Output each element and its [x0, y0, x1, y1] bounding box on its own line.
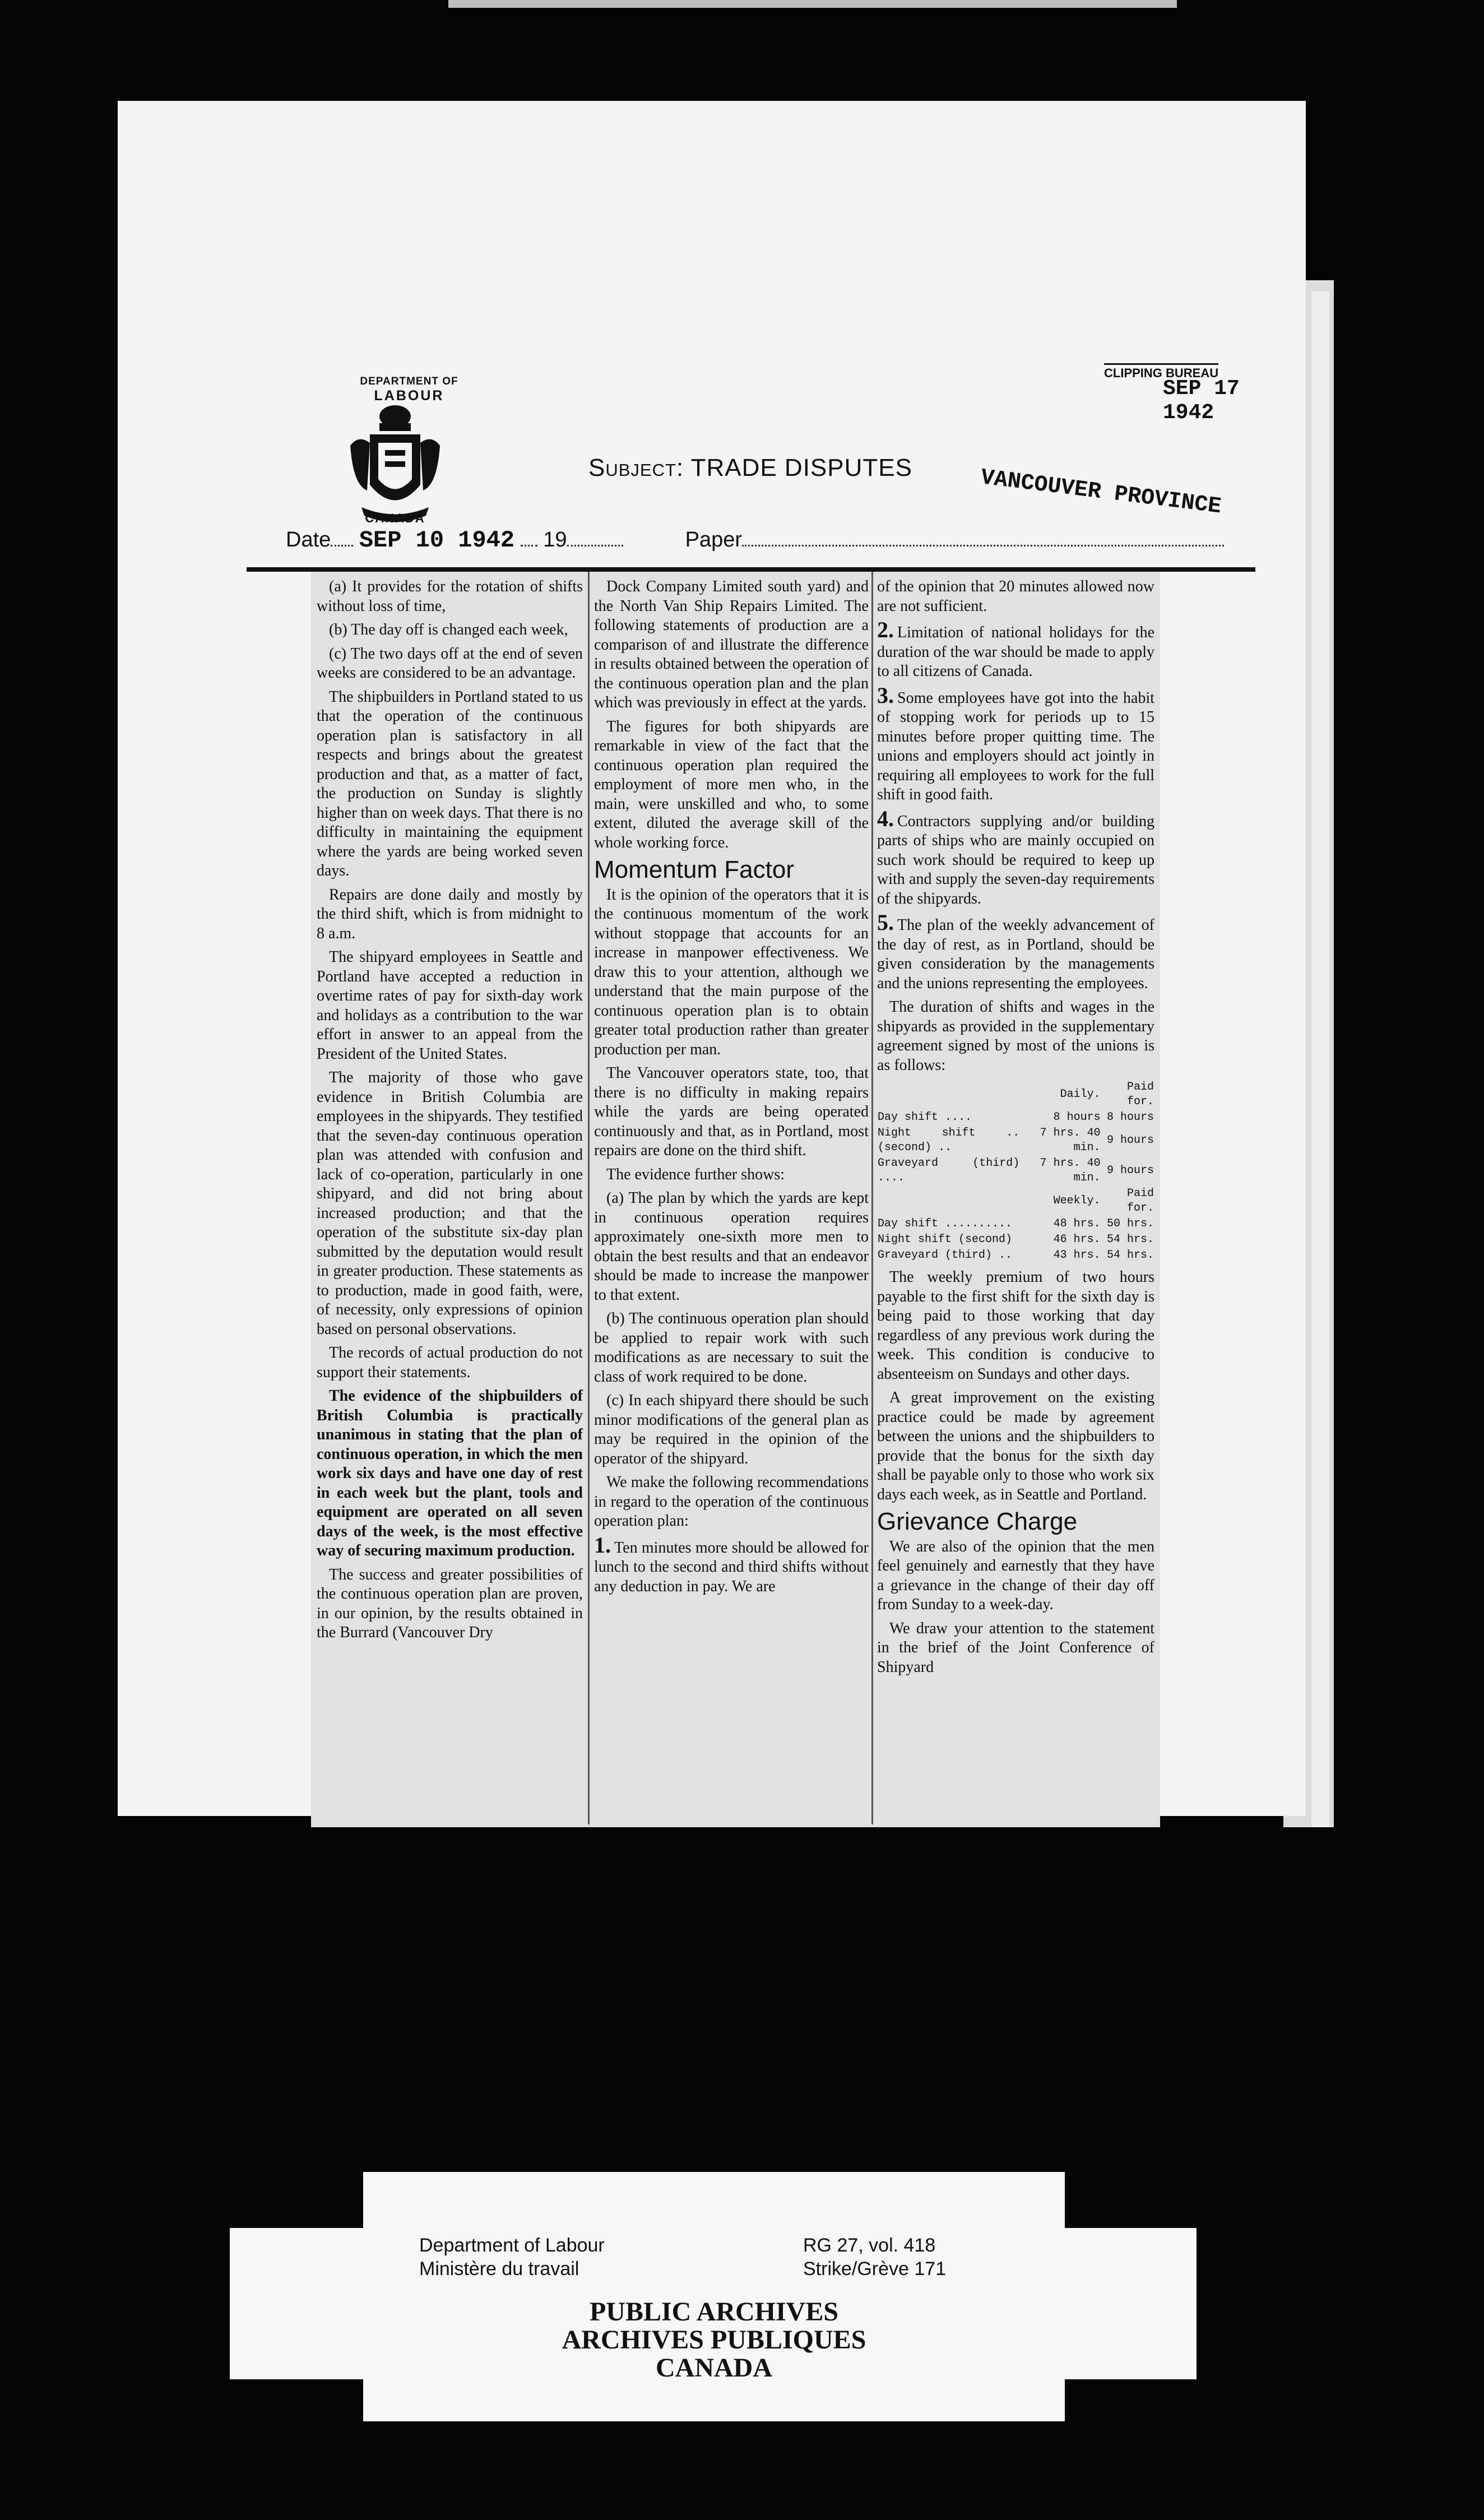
paragraph: The records of actual production do not support their statements. — [317, 1344, 583, 1381]
table-cell: 50 hrs. — [1106, 1217, 1154, 1230]
film-top-strip — [448, 0, 1177, 8]
section-heading: Grievance Charge — [877, 1508, 1078, 1535]
paragraph: of the opinion that 20 minutes allowed now are not sufficient. — [877, 578, 1154, 615]
paragraph: (b) The continuous operation plan should be applied to repair work with such modifications as are necessary to suit the class of work required to be done. — [594, 1310, 869, 1386]
subject-value: TRADE DISPUTES — [690, 454, 912, 481]
table-row — [877, 1216, 1154, 1232]
table-cell: 7 hrs. 40 min. — [1040, 1127, 1101, 1154]
article-column-3 — [877, 577, 1154, 1681]
table-cell: Day shift .......... — [878, 1217, 1013, 1230]
column-divider — [588, 572, 590, 1824]
table-cell: 7 hrs. 40 min. — [1040, 1157, 1101, 1184]
strike-number: Strike/Grève 171 — [803, 2258, 947, 2280]
archive-label — [363, 2172, 1065, 2421]
table-header: Paid for. — [1126, 1187, 1154, 1215]
archive-department — [419, 2234, 605, 2281]
table-row — [877, 1110, 1154, 1125]
paragraph: The duration of shifts and wages in the shipyards as provided in the supplementary agreement signed by most of the unions is as follows: — [877, 998, 1154, 1074]
paragraph: The evidence further shows: — [606, 1165, 785, 1183]
recommendation-text: Limitation of national holidays for the duration of the war should be made to apply to all citizens of Canada. — [877, 624, 1154, 680]
clipping-bureau-label: CLIPPING BUREAU — [1104, 363, 1218, 381]
recommendation-number: 1. — [594, 1532, 611, 1558]
paragraph: The shipbuilders in Portland stated to us that the operation of the continuous operation plan is satisfactory in all respects and brings about the greatest production and that, as a matter of fact, the production on Sunday is slightly higher than on week days. That there is no difficulty in maintaining the equipment where the yards are being worked seven days. — [317, 688, 583, 879]
archive-reference — [803, 2234, 946, 2281]
paragraph: (c) In each shipyard there should be such minor modifications of the general plan as may be required in the opinion of the operator of the shipyard. — [594, 1392, 869, 1467]
table-row — [877, 1156, 1154, 1186]
article-column-2 — [594, 577, 869, 1601]
paragraph: The figures for both shipyards are remarkable in view of the fact that the continuous operation plan required the employment of more men who, in the main, were unskilled and who, to some extent, diluted the average skill of the whole working force. — [594, 717, 869, 851]
recommendation-number: 5. — [877, 910, 894, 935]
section-heading: Momentum Factor — [594, 856, 794, 883]
paragraph: We are also of the opinion that the men feel genuinely and earnestly that they have a grievance in the change of their day off from Sunday to a week-day. — [877, 1537, 1154, 1613]
paper-label: Paper — [685, 528, 743, 552]
archive-line: CANADA — [656, 2353, 772, 2383]
paragraph: The shipyard employees in Seattle and Portland have accepted a reduction in overtime rates of pay for sixth-day work and holidays as a contribution to the war effort in answer to an appeal from the President of the United States. — [317, 948, 583, 1063]
column-divider — [871, 572, 873, 1824]
table-cell: Night shift .. (second) .. — [878, 1127, 1020, 1154]
table-cell: 54 hrs. — [1106, 1249, 1154, 1262]
table-cell: 8 hours — [1106, 1111, 1154, 1124]
label-tab — [1062, 2228, 1197, 2379]
table-header: Paid for. — [1126, 1081, 1154, 1108]
archive-line: PUBLIC ARCHIVES — [589, 2297, 839, 2327]
clipping-bureau-date: SEP 17 1942 — [1163, 377, 1240, 425]
paragraph: Dock Company Limited south yard) and the North Van Ship Repairs Limited. The following statements of production are a comparison of and illustrate the difference in results obtained between the operation of the continuous operation plan and the plan which was previously in effect at the yards. — [594, 578, 869, 711]
table-header: Daily. — [1060, 1088, 1101, 1101]
table-header: Weekly. — [1053, 1194, 1101, 1207]
date-stamp: SEP 10 1942 — [359, 527, 515, 554]
table-cell: 46 hrs. — [1053, 1233, 1101, 1246]
department-english: Department of Labour — [419, 2235, 605, 2256]
label-tab — [230, 2228, 367, 2379]
paragraph: Repairs are done daily and mostly by the third shift, which is from midnight to 8 a.m. — [317, 886, 583, 942]
table-row — [877, 1125, 1154, 1156]
recommendation — [594, 1532, 869, 1597]
department-french: Ministère du travail — [419, 2258, 579, 2280]
table-cell: 8 hours — [1053, 1111, 1101, 1124]
paragraph: The majority of those who gave evidence in British Columbia are employees in the shipyards. They testified that the seven-day continuous operation plan was attended with confusion and lack of co-operation, particularly in one shipyard, and did not bring about increased production; and that the operation of the substitute six-day plan submitted by the deputation would result in greater production. These statements as to production, made in good faith, were, of necessity, only expressions of opinion based on personal observations. — [317, 1069, 583, 1338]
country-label: CANADA — [365, 511, 425, 525]
date-row — [286, 527, 1339, 560]
table-cell: 54 hrs. — [1106, 1233, 1154, 1246]
paragraph: It is the opinion of the operators that it is the continuous momentum of the work without stoppage that accounts for an increase in manpower effectiveness. We draw this to your attention, although we understand that the main purpose of the continuous operation plan is to obtain greater total production rather than greater production per man. — [594, 886, 869, 1058]
table-cell: 43 hrs. — [1053, 1249, 1101, 1262]
paragraph: We make the following recommendations in regard to the operation of the continuous operation plan: — [594, 1474, 869, 1530]
newspaper-clipping — [311, 572, 1160, 1827]
recommendation-text: Some employees have got into the habit of stopping work for periods up to 15 minutes before proper quitting time. The unions and employers should act jointly in requiring all employees to work for the full shift in good faith. — [877, 689, 1154, 803]
table-row — [877, 1248, 1154, 1263]
table-cell: 48 hrs. — [1053, 1217, 1101, 1230]
recommendation — [877, 805, 1154, 909]
coat-of-arms-icon — [339, 401, 451, 530]
article-column-1 — [317, 577, 583, 1647]
year-suffix: 19 — [543, 528, 567, 552]
table-cell: 9 hours — [1106, 1164, 1154, 1177]
recommendation-number: 4. — [877, 805, 894, 831]
table-cell: Graveyard (third) .... — [878, 1157, 1020, 1184]
date-label: Date — [286, 528, 331, 552]
paragraph: We draw your attention to the statement in the brief of the Joint Conference of Shipyard — [877, 1619, 1154, 1676]
department-label: DEPARTMENT OF — [360, 376, 458, 387]
table-cell: Day shift .... — [878, 1111, 972, 1124]
table-row — [877, 1232, 1154, 1248]
recommendation-text: Ten minutes more should be allowed for lunch to the second and third shifts without any deduction in pay. We are — [594, 1539, 869, 1595]
paragraph: The success and greater possibilities of the continuous operation plan are proven, in our opinion, by the results obtained in the Burrard (Vancouver Dry — [317, 1565, 583, 1641]
table-cell: Night shift (second) — [878, 1233, 1013, 1246]
table-cell: Graveyard (third) .. — [878, 1249, 1013, 1262]
subject-label: Subject: — [588, 454, 684, 481]
department-name: LABOUR — [374, 388, 444, 404]
recommendation-text: The plan of the weekly advancement of the day of rest, as in Portland, should be given consideration by the managements and the unions representing the employees. — [877, 916, 1154, 992]
page-edge — [1311, 291, 1329, 1827]
archive-name — [363, 2298, 1065, 2382]
record-group: RG 27, vol. 418 — [803, 2235, 936, 2256]
paragraph: (a) It provides for the rotation of shifts without loss of time, — [317, 578, 583, 615]
recommendation-number: 3. — [877, 682, 894, 708]
paragraph: The weekly premium of two hours payable to the first shift for the sixth day is being paid to those working that day regardless of any previous work during the week. This condition is conducive to absenteeism on Sundays and other days. — [877, 1268, 1154, 1383]
recommendation — [877, 910, 1154, 993]
form-header — [196, 359, 1250, 572]
paragraph: (c) The two days off at the end of seven weeks are considered to be an advantage. — [317, 645, 583, 682]
paragraph: (a) The plan by which the yards are kept in continuous operation requires approximately one-sixth more men to obtain the best results and that an endeavor should be made to increase the manpower to that extent. — [594, 1189, 869, 1304]
recommendation — [877, 682, 1154, 805]
recommendation — [877, 617, 1154, 682]
bold-paragraph: The evidence of the shipbuilders of British Columbia is practically unanimous in stating that the plan of continuous operation, in which the men work six days and have one day of rest in each week but the plant, tools and equipment are operated on all seven days of the week, is the most effective way of securing maximum production. — [317, 1387, 583, 1559]
paragraph: A great improvement on the existing practice could be made by agreement between the unions and the shipbuilders to provide that the bonus for the sixth day shall be payable only to those who work six days each week, as in Seattle and Portland. — [877, 1389, 1154, 1503]
recommendation-text: Contractors supplying and/or building parts of ships who are mainly occupied on such work should be required to keep up with and supply the seven-day requirements of the shipyards. — [877, 812, 1154, 907]
table-cell: 9 hours — [1106, 1134, 1154, 1147]
subject-line — [588, 454, 912, 482]
paragraph: The Vancouver operators state, too, that there is no difficulty in making repairs while the yards are being operated continuously and that, as in Portland, most repairs are done on the third shift. — [594, 1064, 869, 1159]
header-rule — [247, 567, 1255, 572]
shift-table — [877, 1080, 1154, 1263]
recommendation-number: 2. — [877, 617, 894, 642]
paper-stamp: VANCOUVER PROVINCE — [979, 465, 1223, 520]
paragraph: (b) The day off is changed each week, — [329, 621, 568, 638]
archive-line: ARCHIVES PUBLIQUES — [562, 2325, 866, 2355]
